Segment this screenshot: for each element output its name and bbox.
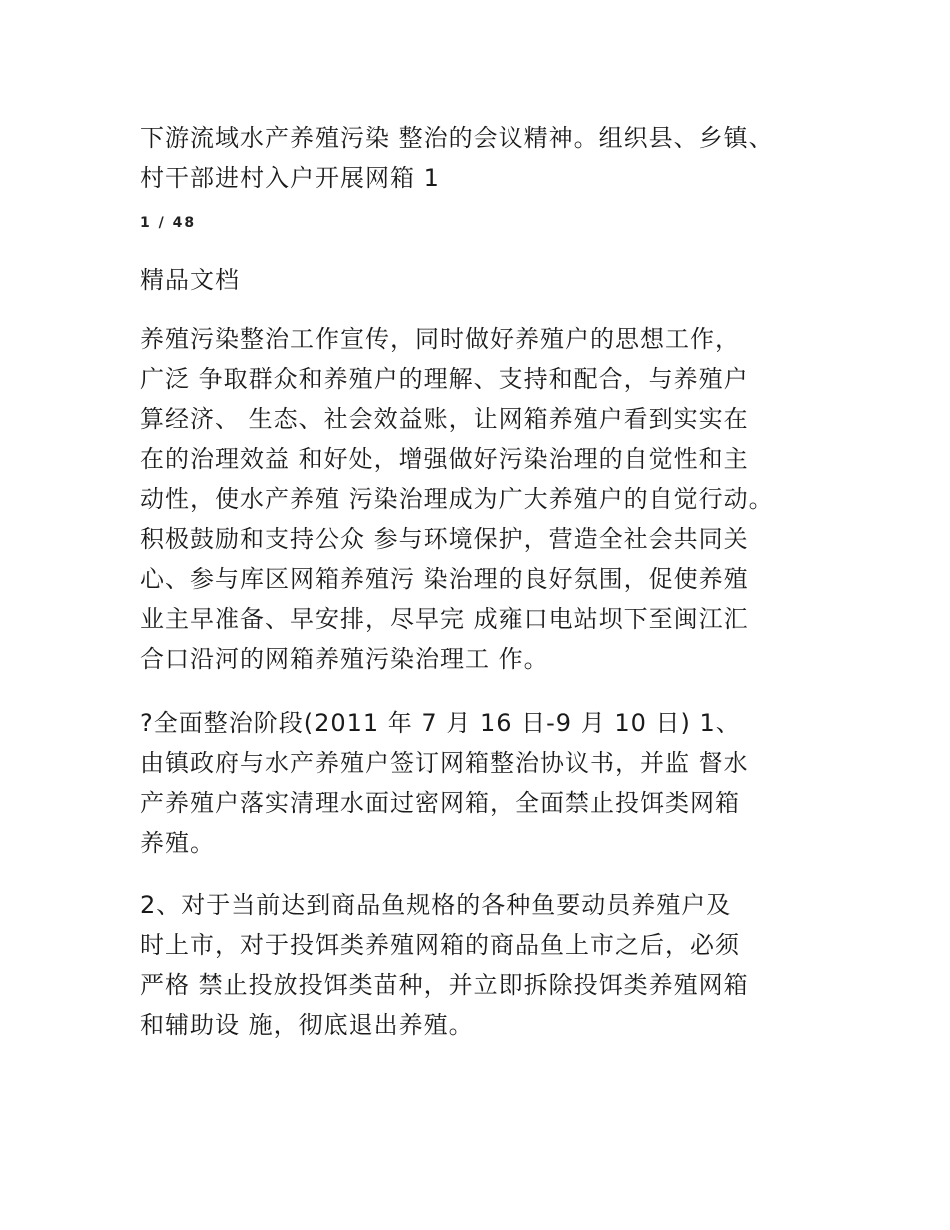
text-line: 严格 禁止投放投饵类苗种，并立即拆除投饵类养殖网箱 <box>140 971 749 999</box>
text-line: 养殖。 <box>140 829 215 857</box>
text-line: 由镇政府与水产养殖户签订网箱整治协议书，并监 督水 <box>140 749 749 777</box>
text-line: 和辅助设 施，彻底退出养殖。 <box>140 1011 474 1039</box>
text-line: 时上市，对于投饵类养殖网箱的商品鱼上市之后，必须 <box>140 931 740 959</box>
text-line: 2、对于当前达到商品鱼规格的各种鱼要动员养殖户及 <box>140 891 732 919</box>
text-line: 心、参与库区网箱养殖污 染治理的良好氛围，促使养殖 <box>140 565 749 593</box>
text-line: 村干部进村入户开展网箱 1 <box>140 164 440 192</box>
text-line: 动性，使水产养殖 污染治理成为广大养殖户的自觉行动。 <box>140 485 774 513</box>
text-line: 产养殖户落实清理水面过密网箱，全面禁止投饵类网箱 <box>140 789 740 817</box>
body-paragraph-2 <box>140 703 749 863</box>
text-line: 合口沿河的网箱养殖污染治理工 作。 <box>140 645 549 673</box>
text-line: 下游流域水产养殖污染 整治的会议精神。组织县、乡镇、 <box>140 124 774 152</box>
text-line: 养殖污染整治工作宣传，同时做好养殖户的思想工作， <box>140 325 740 353</box>
text-line: 算经济、 生态、社会效益账，让网箱养殖户看到实实在 <box>140 405 749 433</box>
intro-paragraph <box>140 118 774 198</box>
document-label: 精品文档 <box>140 266 240 294</box>
text-line: 积极鼓励和支持公众 参与环境保护，营造全社会共同关 <box>140 525 749 553</box>
body-paragraph-3 <box>140 885 749 1045</box>
document-page <box>140 0 840 1230</box>
text-line: 在的治理效益 和好处，增强做好污染治理的自觉性和主 <box>140 445 749 473</box>
page-number: 1 / 48 <box>140 215 197 231</box>
text-line: ?全面整治阶段(2011 年 7 月 16 日-9 月 10 日) 1、 <box>140 709 741 737</box>
text-line: 业主早准备、早安排，尽早完 成雍口电站坝下至闽江汇 <box>140 605 749 633</box>
text-line: 广泛 争取群众和养殖户的理解、支持和配合，与养殖户 <box>140 365 749 393</box>
body-paragraph-1 <box>140 319 774 679</box>
